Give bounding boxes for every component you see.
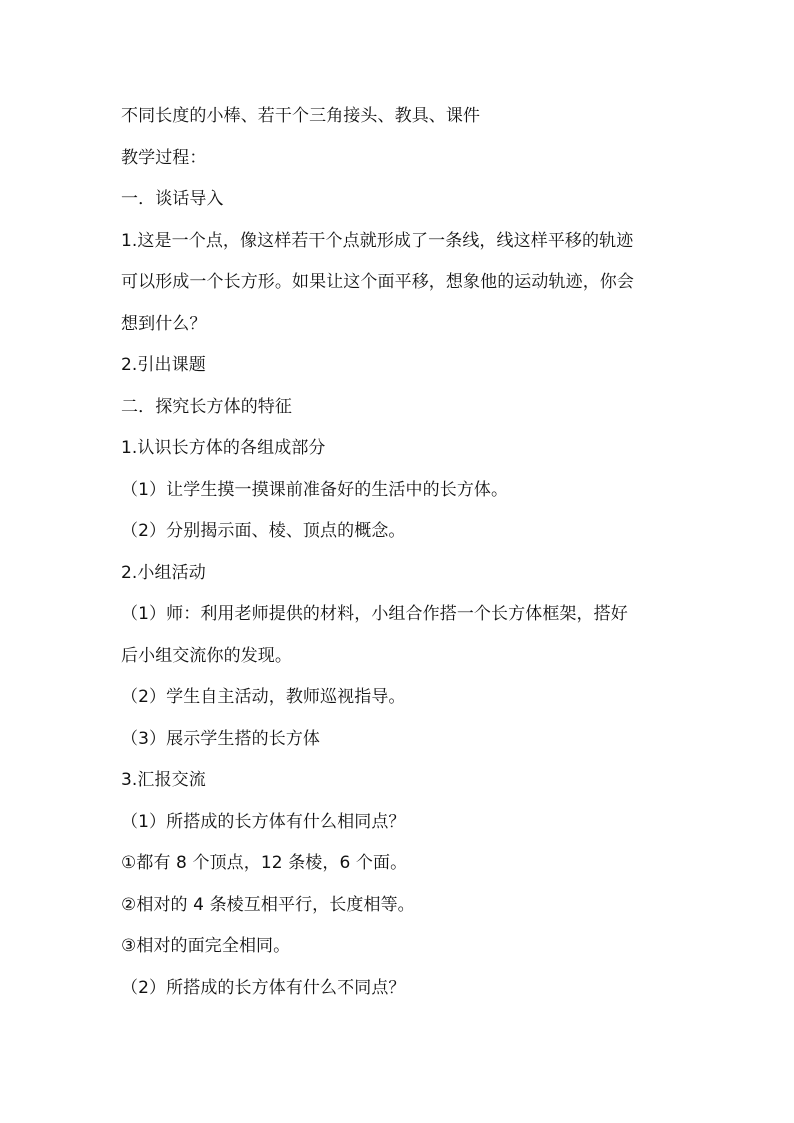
paragraph-line: 想到什么？	[121, 313, 207, 334]
finding-item: ②相对的 4 条棱互相平行，长度相等。	[121, 894, 415, 915]
section-heading-intro: 一．谈话导入	[121, 189, 224, 209]
materials-line: 不同长度的小棒、若干个三角接头、教具、课件	[121, 106, 481, 126]
finding-item: ③相对的面完全相同。	[121, 936, 291, 956]
substep-line: （2）学生自主活动，教师巡视指导。	[121, 687, 406, 707]
document-body	[121, 96, 681, 1009]
substep-line: （1）所搭成的长方体有什么相同点？	[121, 811, 406, 832]
paragraph-line: 1.这是一个点，像这样若干个点就形成了一条线，线这样平移的轨迹	[121, 230, 634, 251]
section-heading-explore: 二．探究长方体的特征	[121, 396, 292, 417]
substep-line: （2）分别揭示面、棱、顶点的概念。	[121, 521, 406, 541]
step-line: 1.认识长方体的各组成部分	[121, 438, 326, 458]
paragraph-line: 可以形成一个长方形。如果让这个面平移，想象他的运动轨迹，你会	[121, 272, 634, 292]
step-line: 3.汇报交流	[121, 770, 206, 790]
substep-line: （1）让学生摸一摸课前准备好的生活中的长方体。	[121, 479, 509, 500]
substep-line: （1）师：利用老师提供的材料，小组合作搭一个长方体框架，搭好	[121, 604, 628, 624]
substep-line-continued: 后小组交流你的发现。	[121, 645, 292, 666]
finding-item: ①都有 8 个顶点，12 条棱，6 个面。	[121, 853, 408, 873]
step-line: 2.小组活动	[121, 562, 206, 583]
substep-line: （3）展示学生搭的长方体	[121, 728, 321, 749]
teaching-process-heading: 教学过程：	[121, 147, 207, 168]
step-line: 2.引出课题	[121, 355, 206, 375]
substep-line: （2）所搭成的长方体有什么不同点？	[121, 977, 406, 998]
